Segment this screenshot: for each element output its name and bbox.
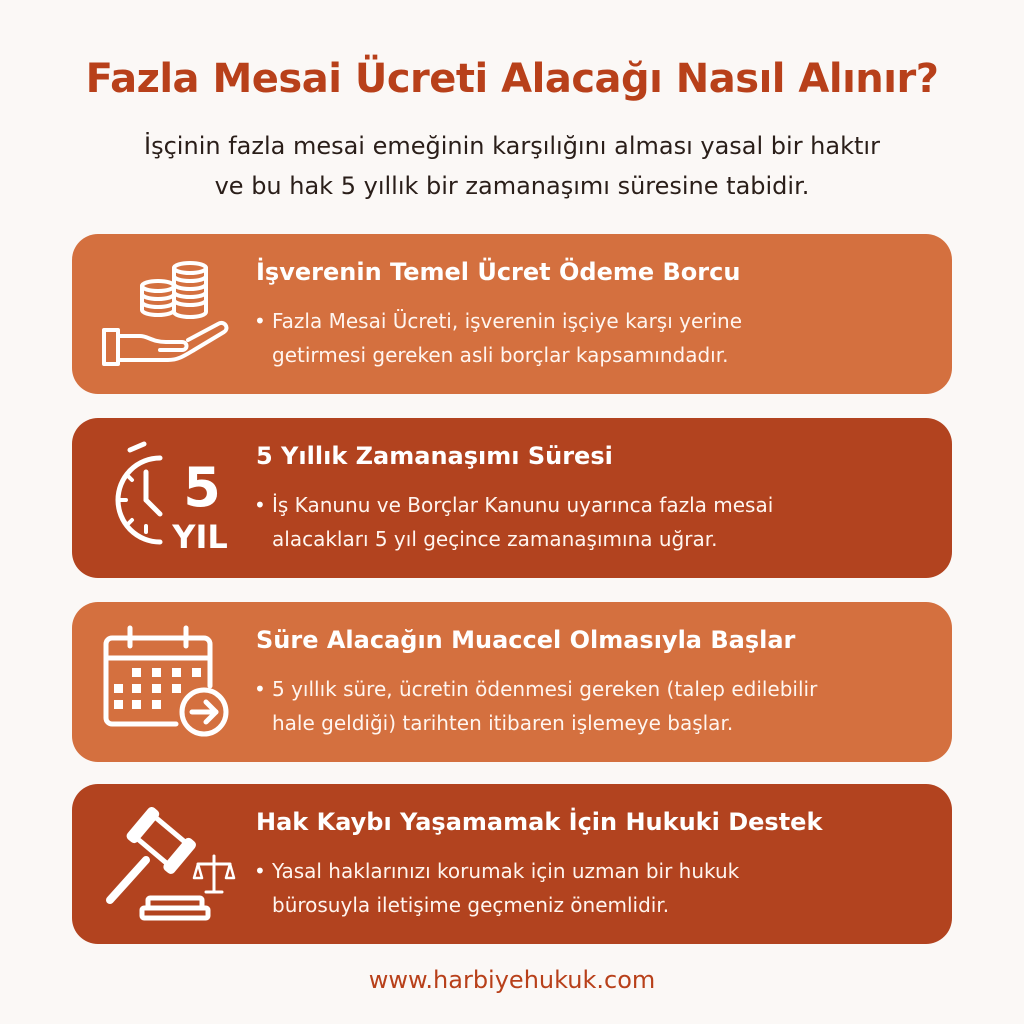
bullet-line: Yasal haklarınızı korumak için uzman bir hukuk xyxy=(272,859,740,883)
card-bullet xyxy=(254,854,922,922)
footer-url-link[interactable]: www.harbiyehukuk.com xyxy=(368,966,656,994)
subtitle xyxy=(40,126,984,206)
card-bullet xyxy=(254,304,922,372)
bullet-line: Fazla Mesai Ücreti, işverenin işçiye karşı yerine xyxy=(272,309,743,333)
bullet-line: İş Kanunu ve Borçlar Kanunu uyarınca fazla mesai xyxy=(272,493,774,517)
card-due-date-start xyxy=(72,602,952,762)
card-limitation-period xyxy=(72,418,952,578)
card-heading: Hak Kaybı Yaşamamak İçin Hukuki Destek xyxy=(256,808,823,836)
icon-number: 5 xyxy=(183,456,221,519)
coins-hand-icon xyxy=(98,252,238,376)
card-payment-obligation xyxy=(72,234,952,394)
card-heading: 5 Yıllık Zamanaşımı Süresi xyxy=(256,442,613,470)
bullet-line: getirmesi gereken asli borçlar kapsamındadır. xyxy=(272,343,729,367)
calendar-arrow-icon xyxy=(98,620,238,744)
bullet-dot: • xyxy=(254,309,266,333)
subtitle-line: ve bu hak 5 yıllık bir zamanaşımı süresine tabidir. xyxy=(214,172,810,200)
clock-5-years-icon xyxy=(98,436,238,560)
bullet-line: 5 yıllık süre, ücretin ödenmesi gereken (talep edilebilir xyxy=(272,677,818,701)
card-bullet xyxy=(254,672,922,740)
bullet-dot: • xyxy=(254,493,266,517)
page-title: Fazla Mesai Ücreti Alacağı Nasıl Alınır? xyxy=(85,56,939,102)
bullet-line: hale geldiği) tarihten itibaren işlemeye başlar. xyxy=(272,711,734,735)
bullet-line: alacakları 5 yıl geçince zamanaşımına uğrar. xyxy=(272,527,718,551)
bullet-line: bürosuyla iletişime geçmeniz önemlidir. xyxy=(272,893,670,917)
bullet-dot: • xyxy=(254,677,266,701)
bullet-dot: • xyxy=(254,859,266,883)
card-heading: İşverenin Temel Ücret Ödeme Borcu xyxy=(256,258,741,286)
card-bullet xyxy=(254,488,922,556)
card-heading: Süre Alacağın Muaccel Olmasıyla Başlar xyxy=(256,626,796,654)
icon-label: YIL xyxy=(172,518,228,556)
gavel-scales-icon xyxy=(98,802,238,926)
subtitle-line: İşçinin fazla mesai emeğinin karşılığını alması yasal bir haktır xyxy=(144,132,880,160)
card-legal-support xyxy=(72,784,952,944)
